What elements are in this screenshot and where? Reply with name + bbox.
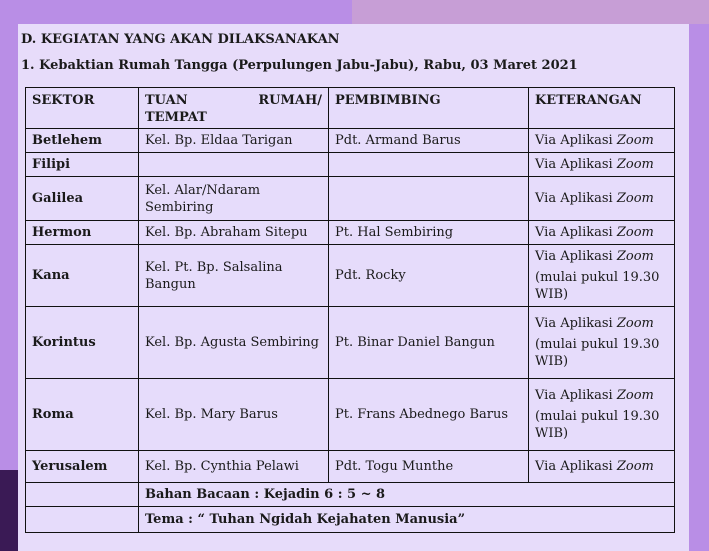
cell-keterangan: [529, 307, 675, 379]
cell-sektor: Betlehem: [26, 129, 139, 153]
table-row: [26, 379, 675, 451]
keterangan-prefix: Via Aplikasi: [535, 459, 617, 474]
keterangan-line: [535, 249, 654, 264]
cell-tuan-rumah: [139, 153, 329, 177]
event-subheading: 1. Kebaktian Rumah Tangga (Perpulungen Jabu-Jabu), Rabu, 03 Maret 2021: [21, 58, 578, 73]
keterangan-line: [535, 157, 654, 172]
keterangan-prefix: Via Aplikasi: [535, 249, 617, 264]
keterangan-zoom: Zoom: [616, 249, 654, 264]
header-tuan-part3: TEMPAT: [145, 110, 207, 125]
keterangan-line: [535, 191, 654, 206]
keterangan-prefix: Via Aplikasi: [535, 225, 617, 240]
keterangan-time-note: (mulai pukul 19.30 WIB): [535, 337, 660, 369]
cell-keterangan: [529, 129, 675, 153]
cell-sektor: Kana: [26, 245, 139, 307]
cell-pembimbing: Pt. Hal Sembiring: [329, 221, 529, 245]
table-row: [26, 451, 675, 483]
keterangan-line: [535, 388, 654, 403]
cell-pembimbing: Pt. Frans Abednego Barus: [329, 379, 529, 451]
document-page: [18, 24, 689, 551]
table-header-row: [26, 88, 675, 129]
keterangan-zoom: Zoom: [616, 316, 654, 331]
keterangan-time-note: (mulai pukul 19.30 WIB): [535, 409, 660, 441]
cell-keterangan: [529, 245, 675, 307]
keterangan-zoom: Zoom: [616, 157, 654, 172]
cell-tuan-rumah: Kel. Bp. Agusta Sembiring: [139, 307, 329, 379]
keterangan-zoom: Zoom: [616, 459, 654, 474]
bahan-bacaan: Bahan Bacaan : Kejadin 6 : 5 ~ 8: [139, 483, 675, 507]
cell-keterangan: [529, 221, 675, 245]
background-corner: [0, 470, 18, 551]
cell-pembimbing: [329, 177, 529, 221]
cell-keterangan: [529, 177, 675, 221]
keterangan-zoom: Zoom: [616, 388, 654, 403]
cell-pembimbing: Pt. Binar Daniel Bangun: [329, 307, 529, 379]
tema-row: [26, 507, 675, 533]
table-row: [26, 307, 675, 379]
header-sektor: SEKTOR: [26, 88, 139, 129]
tema-empty-cell: [26, 507, 139, 533]
bahan-bacaan-empty-cell: [26, 483, 139, 507]
keterangan-zoom: Zoom: [616, 191, 654, 206]
cell-tuan-rumah: Kel. Bp. Mary Barus: [139, 379, 329, 451]
cell-sektor: Filipi: [26, 153, 139, 177]
cell-sektor: Hermon: [26, 221, 139, 245]
cell-sektor: Roma: [26, 379, 139, 451]
keterangan-zoom: Zoom: [616, 225, 654, 240]
table-row: [26, 221, 675, 245]
cell-sektor: Galilea: [26, 177, 139, 221]
keterangan-line: [535, 459, 654, 474]
table-row: [26, 129, 675, 153]
keterangan-prefix: Via Aplikasi: [535, 191, 617, 206]
keterangan-time-note: (mulai pukul 19.30 WIB): [535, 270, 660, 302]
keterangan-line: [535, 133, 654, 148]
cell-keterangan: [529, 153, 675, 177]
header-keterangan: KETERANGAN: [529, 88, 675, 129]
keterangan-zoom: Zoom: [616, 133, 654, 148]
table-row: [26, 177, 675, 221]
keterangan-prefix: Via Aplikasi: [535, 316, 617, 331]
tema: Tema : “ Tuhan Ngidah Kejahaten Manusia”: [139, 507, 675, 533]
cell-pembimbing: [329, 153, 529, 177]
cell-tuan-rumah: Kel. Bp. Eldaa Tarigan: [139, 129, 329, 153]
schedule-table: [25, 87, 675, 533]
header-tuan-part2: RUMAH/: [258, 93, 322, 108]
keterangan-prefix: Via Aplikasi: [535, 133, 617, 148]
table-row: [26, 153, 675, 177]
cell-pembimbing: Pdt. Rocky: [329, 245, 529, 307]
section-heading: D. KEGIATAN YANG AKAN DILAKSANAKAN: [21, 32, 340, 47]
table-row: [26, 245, 675, 307]
cell-pembimbing: Pdt. Togu Munthe: [329, 451, 529, 483]
cell-tuan-rumah: Kel. Pt. Bp. Salsalina Bangun: [139, 245, 329, 307]
cell-keterangan: [529, 379, 675, 451]
header-tuan-rumah: [139, 88, 329, 129]
header-tuan-part1: TUAN: [145, 93, 188, 108]
cell-tuan-rumah: Kel. Bp. Cynthia Pelawi: [139, 451, 329, 483]
cell-sektor: Korintus: [26, 307, 139, 379]
cell-sektor: Yerusalem: [26, 451, 139, 483]
header-pembimbing: PEMBIMBING: [329, 88, 529, 129]
keterangan-prefix: Via Aplikasi: [535, 157, 617, 172]
keterangan-line: [535, 316, 654, 331]
bahan-bacaan-row: [26, 483, 675, 507]
cell-pembimbing: Pdt. Armand Barus: [329, 129, 529, 153]
keterangan-line: [535, 225, 654, 240]
cell-keterangan: [529, 451, 675, 483]
cell-tuan-rumah: Kel. Bp. Abraham Sitepu: [139, 221, 329, 245]
background-accent: [352, 0, 709, 24]
cell-tuan-rumah: Kel. Alar/Ndaram Sembiring: [139, 177, 329, 221]
keterangan-prefix: Via Aplikasi: [535, 388, 617, 403]
